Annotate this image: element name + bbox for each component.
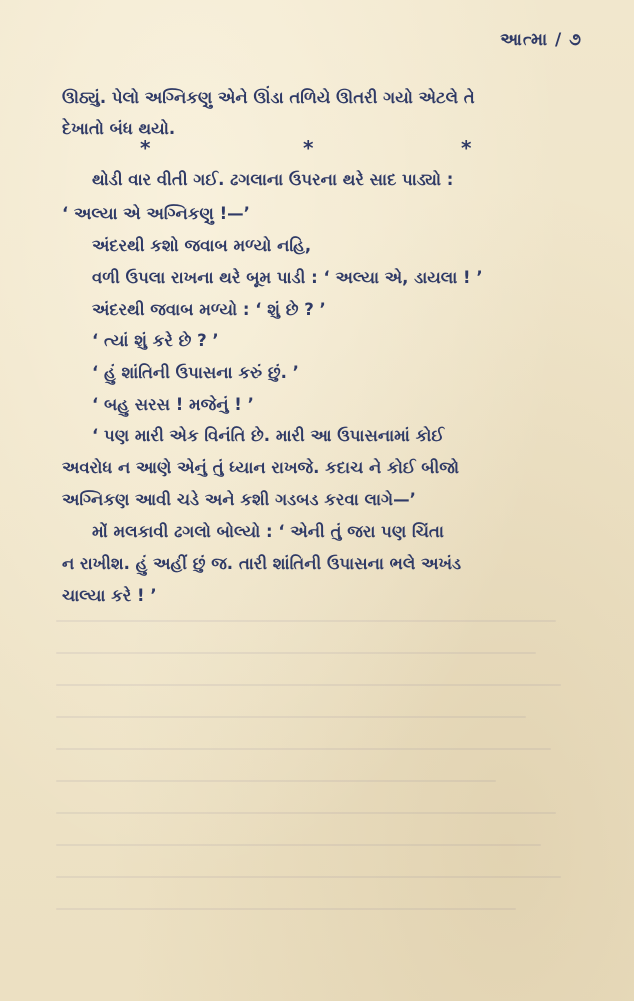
separator-star: * xyxy=(140,136,151,160)
text-line: ‘ ત્યાં શું કરે છે ? ’ xyxy=(92,331,219,350)
text-line: મોં મલકાવી ઢગલો બોલ્યો : ‘ એની તું જરા પણ ચિંતા xyxy=(92,522,444,541)
page-header: આત્મા / ૭ xyxy=(500,30,582,50)
text-line: અવરોધ ન આણે એનું તું ધ્યાન રાખજે. કદાચ ને કોઈ બીજો xyxy=(62,458,460,477)
text-line: ‘ હું શાંતિની ઉપાસના કરું છું. ’ xyxy=(92,363,299,382)
text-line: ઊઠ્યું. પેલો અગ્નિકણુ એને ઊંડા તળિયે ઊતરી ગયો એટલે તે xyxy=(62,88,475,107)
text-line: ‘ પણ મારી એક વિનંતિ છે. મારી આ ઉપાસનામાં કોઈ xyxy=(92,426,445,445)
text-line: ચાલ્યા કરે ! ’ xyxy=(62,586,157,605)
text-line: વળી ઉપલા રાખના થરે બૂમ પાડી : ‘ અલ્યા એ, ડાયલા ! ’ xyxy=(92,268,483,287)
text-line: દેખાતો બંધ થયો. xyxy=(62,119,176,138)
text-line: થોડી વાર વીતી ગઈ. ઢગલાના ઉપરના થરે સાદ પાડ્યો : xyxy=(92,170,454,189)
text-line: ‘ બહુ સરસ ! મજેનું ! ’ xyxy=(92,395,254,414)
text-line: અંદરથી જવાબ મળ્યો : ‘ શું છે ? ’ xyxy=(92,300,326,319)
section-separator xyxy=(0,136,634,160)
separator-star: * xyxy=(303,136,314,160)
text-line: અંદરથી કશો જવાબ મળ્યો નહિ, xyxy=(92,236,312,255)
separator-star: * xyxy=(461,136,472,160)
text-line: અગ્નિકણ આવી ચડે અને કશી ગડબડ કરવા લાગે—’ xyxy=(62,490,416,509)
text-line: ‘ અલ્યા એ અગ્નિકણુ !—’ xyxy=(62,204,250,223)
text-line: ન રાખીશ. હું અહીં છું જ. તારી શાંતિની ઉપાસના ભલે અખંડ xyxy=(62,554,462,573)
